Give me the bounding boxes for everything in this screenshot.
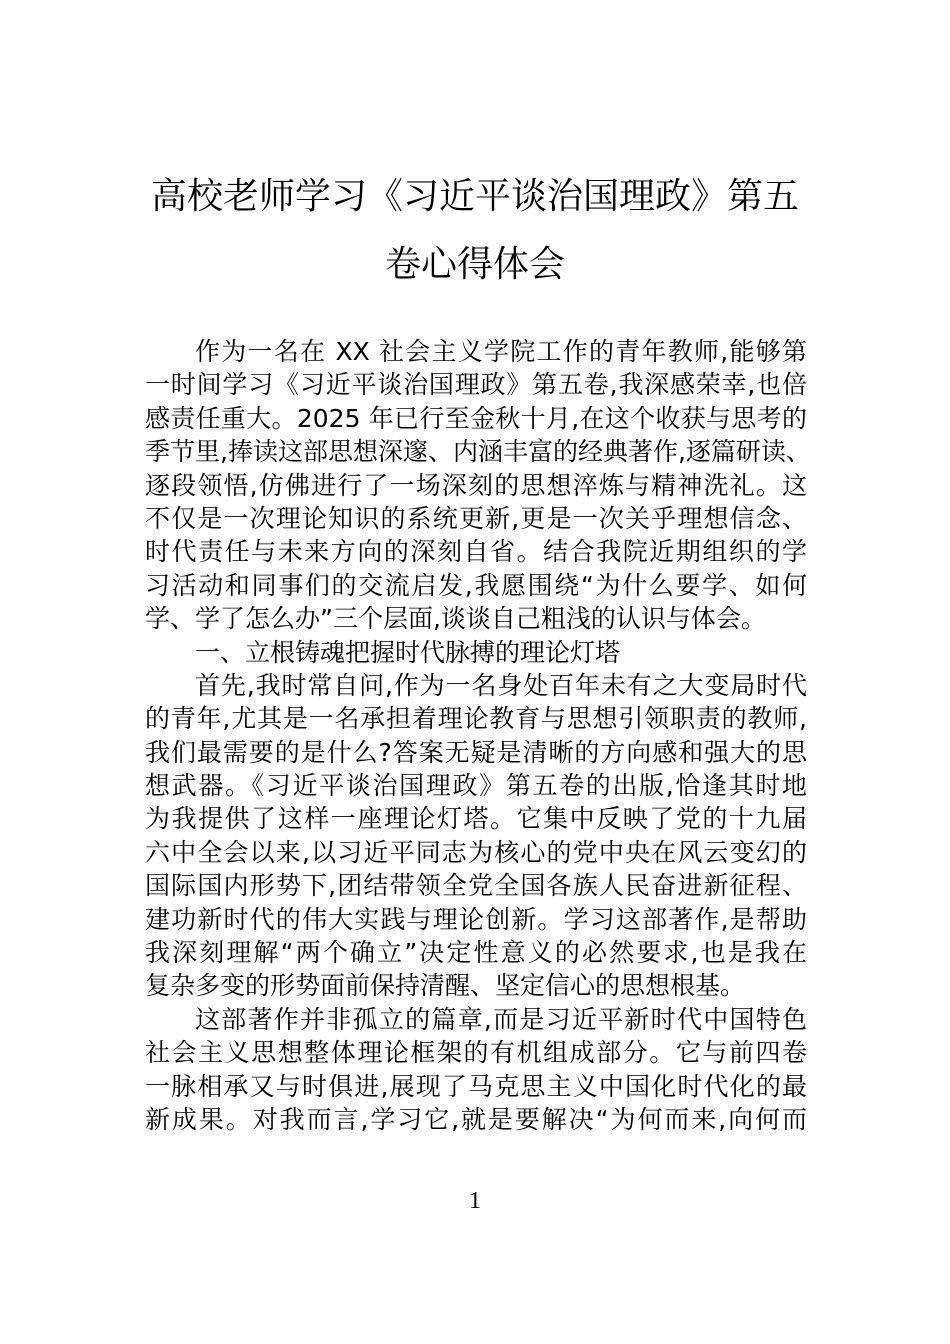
document-title [0,163,950,299]
text-line: 一、立根铸魂把握时代脉搏的理论灯塔 [195,637,621,667]
text-line: 的青年,尤其是一名承担着理论教育与思想引领职责的教师, [145,704,807,734]
text-line: 学、学了怎么办”三个层面,谈谈自己粗浅的认识与体会。 [145,604,766,634]
text-line: 建功新时代的伟大实践与理论创新。学习这部著作,是帮助 [145,904,807,934]
text-line: 习活动和同事们的交流启发,我愿围绕“为什么要学、如何 [145,570,807,600]
text-line: 时代责任与未来方向的深刻自省。结合我院近期组织的学 [145,537,807,567]
paragraph [145,335,811,636]
text-line: 想武器。《习近平谈治国理政》第五卷的出版,恰逢其时地 [145,771,807,801]
section-heading [145,636,807,669]
text-line: 为我提供了这样一座理论灯塔。它集中反映了党的十九届 [145,804,807,834]
title-line: 高校老师学习《习近平谈治国理政》第五 [150,176,799,217]
text-line: 我们最需要的是什么?答案无疑是清晰的方向感和强大的思 [145,737,807,767]
text-line: 季节里,捧读这部思想深邃、内涵丰富的经典著作,逐篇研读、 [145,437,811,467]
text-line: 国际国内形势下,团结带领全党全国各族人民奋进新征程、 [145,871,807,901]
text-line: 首先,我时常自问,作为一名身处百年未有之大变局时代 [195,670,807,700]
text-line: 不仅是一次理论知识的系统更新,更是一次关乎理想信念、 [145,503,807,533]
text-line: 一脉相承又与时俱进,展现了马克思主义中国化时代化的最 [145,1071,807,1101]
title-line: 卷心得体会 [384,244,565,285]
text-line: 一时间学习《习近平谈治国理政》第五卷,我深感荣幸,也倍 [145,370,807,400]
paragraph [145,1003,807,1137]
text-line: 复杂多变的形势面前保持清醒、坚定信心的思想根基。 [145,971,746,1001]
text-line: 我深刻理解“两个确立”决定性意义的必然要求,也是我在 [145,938,807,968]
text-line: 六中全会以来,以习近平同志为核心的党中央在风云变幻的 [145,837,807,867]
text-line: 新成果。对我而言,学习它,就是要解决“为何而来,向何而 [145,1104,807,1134]
text-line: 作为一名在 XX 社会主义学院工作的青年教师,能够第 [195,337,807,366]
text-line: 感责任重大。2025 年已行至金秋十月,在这个收获与思考的 [145,403,807,433]
text-line: 逐段领悟,仿佛进行了一场深刻的思想淬炼与精神洗礼。这 [145,470,807,500]
document-body [145,335,811,1136]
text-line: 社会主义思想整体理论框架的有机组成部分。它与前四卷 [145,1038,807,1068]
text-line: 这部著作并非孤立的篇章,而是习近平新时代中国特色 [195,1004,807,1034]
paragraph [145,669,807,1003]
page-number: 1 [469,1188,481,1214]
